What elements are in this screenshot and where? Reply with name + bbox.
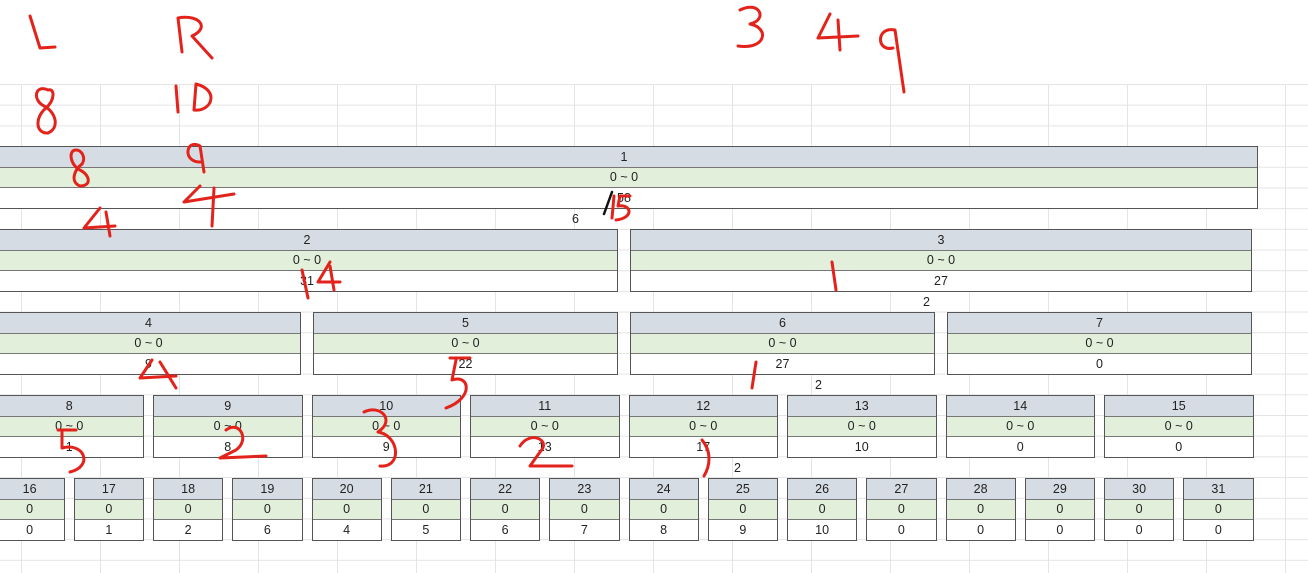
node-id: 10	[313, 396, 461, 417]
tree-node-23	[549, 478, 619, 541]
node-id: 26	[788, 479, 856, 500]
node-range: 0	[1026, 500, 1094, 521]
tree-node-20	[312, 478, 382, 541]
tree-node-18	[153, 478, 223, 541]
node-range: 0	[947, 500, 1015, 521]
node-range: 0 ~ 0	[0, 251, 617, 272]
node-id: 5	[314, 313, 617, 334]
node-range: 0	[233, 500, 301, 521]
node-id: 7	[948, 313, 1251, 334]
node-value: 0	[0, 520, 64, 540]
tree-node-7	[947, 312, 1252, 375]
node-range: 0	[1105, 500, 1173, 521]
node-value: 0	[947, 437, 1095, 457]
node-value: 58	[0, 188, 1257, 208]
node-range: 0 ~ 0	[630, 417, 778, 438]
node-range: 0	[75, 500, 143, 521]
tree-node-6	[630, 312, 935, 375]
tree-node-19	[232, 478, 302, 541]
node-id: 28	[947, 479, 1015, 500]
node-id: 18	[154, 479, 222, 500]
tree-node-8	[0, 395, 144, 458]
node-range: 0 ~ 0	[314, 334, 617, 355]
tree-node-25	[708, 478, 778, 541]
tree-node-28	[946, 478, 1016, 541]
node-value: 0	[947, 520, 1015, 540]
node-value: 31	[0, 271, 617, 291]
tree-node-5	[313, 312, 618, 375]
node-range: 0 ~ 0	[947, 417, 1095, 438]
node-id: 22	[471, 479, 539, 500]
node-id: 4	[0, 313, 300, 334]
node-id: 9	[154, 396, 302, 417]
node-id: 24	[630, 479, 698, 500]
tree-node-1	[0, 146, 1258, 209]
node-value: 1	[0, 437, 143, 457]
node-id: 6	[631, 313, 934, 334]
node-value: 1	[75, 520, 143, 540]
tree-node-11	[470, 395, 620, 458]
node-range: 0	[471, 500, 539, 521]
tree-node-30	[1104, 478, 1174, 541]
node-range: 0	[550, 500, 618, 521]
note-6: 6	[572, 212, 579, 226]
node-range: 0 ~ 0	[471, 417, 619, 438]
tree-node-15	[1104, 395, 1254, 458]
node-id: 27	[867, 479, 935, 500]
node-value: 0	[1184, 520, 1252, 540]
note-2-level3: 2	[923, 295, 930, 309]
node-range: 0	[392, 500, 460, 521]
node-value: 13	[471, 437, 619, 457]
tree-node-31	[1183, 478, 1253, 541]
node-id: 15	[1105, 396, 1253, 417]
handwritten-left-8-a	[36, 89, 55, 133]
node-range: 0 ~ 0	[313, 417, 461, 438]
tree-node-22	[470, 478, 540, 541]
node-value: 4	[313, 520, 381, 540]
node-value: 10	[788, 437, 936, 457]
node-id: 21	[392, 479, 460, 500]
node-range: 0	[630, 500, 698, 521]
node-id: 3	[631, 230, 1251, 251]
node-range: 0 ~ 0	[631, 251, 1251, 272]
node-value: 27	[631, 354, 934, 374]
tree-node-24	[629, 478, 699, 541]
tree-node-12	[629, 395, 779, 458]
node-value: 8	[630, 520, 698, 540]
node-value: 10	[788, 520, 856, 540]
tree-node-9	[153, 395, 303, 458]
node-id: 1	[0, 147, 1257, 168]
node-id: 31	[1184, 479, 1252, 500]
node-value: 0	[1026, 520, 1094, 540]
note-2-level5: 2	[734, 461, 741, 475]
blank-area	[0, 0, 1308, 84]
node-id: 17	[75, 479, 143, 500]
node-value: 27	[631, 271, 1251, 291]
node-range: 0	[313, 500, 381, 521]
node-id: 11	[471, 396, 619, 417]
node-value: 5	[392, 520, 460, 540]
node-value: 0	[948, 354, 1251, 374]
tree-node-13	[787, 395, 937, 458]
node-range: 0	[788, 500, 856, 521]
tree-node-26	[787, 478, 857, 541]
tree-node-4	[0, 312, 301, 375]
node-id: 12	[630, 396, 778, 417]
tree-node-27	[866, 478, 936, 541]
node-range: 0 ~ 0	[631, 334, 934, 355]
node-value: 6	[471, 520, 539, 540]
node-id: 2	[0, 230, 617, 251]
tree-node-29	[1025, 478, 1095, 541]
node-value: 6	[233, 520, 301, 540]
tree-node-3	[630, 229, 1252, 292]
node-value: 17	[630, 437, 778, 457]
node-range: 0 ~ 0	[0, 417, 143, 438]
node-value: 0	[1105, 437, 1253, 457]
node-id: 19	[233, 479, 301, 500]
node-value: 9	[0, 354, 300, 374]
node-id: 8	[0, 396, 143, 417]
tree-node-21	[391, 478, 461, 541]
tree-node-2	[0, 229, 618, 292]
node-id: 16	[0, 479, 64, 500]
node-id: 20	[313, 479, 381, 500]
note-2-level4: 2	[815, 378, 822, 392]
node-value: 22	[314, 354, 617, 374]
node-range: 0 ~ 0	[948, 334, 1251, 355]
tree-node-14	[946, 395, 1096, 458]
node-value: 9	[313, 437, 461, 457]
node-range: 0	[1184, 500, 1252, 521]
node-range: 0	[154, 500, 222, 521]
node-id: 25	[709, 479, 777, 500]
node-range: 0 ~ 0	[0, 334, 300, 355]
handwritten-10	[176, 84, 211, 112]
node-value: 8	[154, 437, 302, 457]
node-value: 0	[867, 520, 935, 540]
node-range: 0	[709, 500, 777, 521]
node-range: 0 ~ 0	[788, 417, 936, 438]
node-id: 29	[1026, 479, 1094, 500]
node-value: 2	[154, 520, 222, 540]
node-id: 13	[788, 396, 936, 417]
tree-node-10	[312, 395, 462, 458]
node-value: 9	[709, 520, 777, 540]
node-id: 14	[947, 396, 1095, 417]
node-range: 0 ~ 0	[0, 168, 1257, 189]
tree-node-17	[74, 478, 144, 541]
node-range: 0 ~ 0	[154, 417, 302, 438]
tree-node-16	[0, 478, 65, 541]
node-id: 23	[550, 479, 618, 500]
node-range: 0 ~ 0	[1105, 417, 1253, 438]
node-range: 0	[867, 500, 935, 521]
node-value: 0	[1105, 520, 1173, 540]
node-range: 0	[0, 500, 64, 521]
node-id: 30	[1105, 479, 1173, 500]
node-value: 7	[550, 520, 618, 540]
